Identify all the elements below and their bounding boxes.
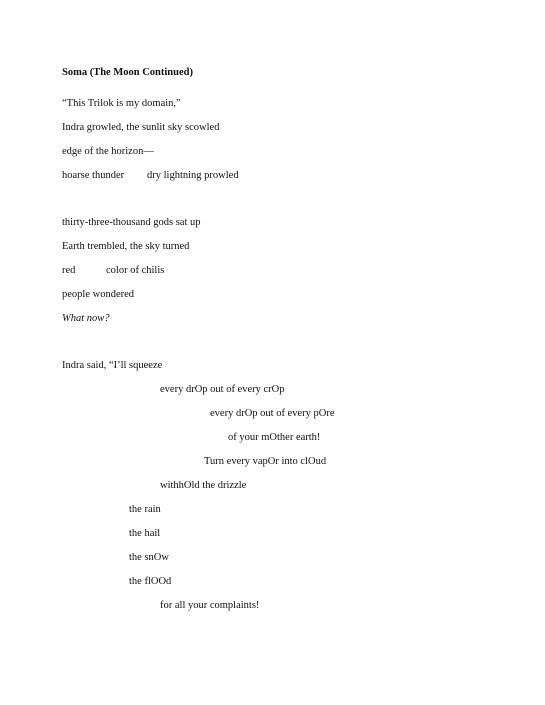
- poem-line: Indra said, “I’ll squeeze: [62, 360, 163, 371]
- poem-line: red: [62, 265, 76, 276]
- poem-line: thirty-three-thousand gods sat up: [62, 217, 201, 228]
- poem-line: every drOp out of every pOre: [210, 408, 335, 419]
- poem-line: Earth trembled, the sky turned: [62, 241, 190, 252]
- poem-line: Turn every vapOr into clOud: [204, 456, 327, 467]
- poem-line: edge of the horizon—: [62, 146, 154, 157]
- poem-line: hoarse thunder: [62, 170, 125, 181]
- poem-line: people wondered: [62, 289, 135, 300]
- poem-title: Soma (The Moon Continued): [62, 67, 193, 78]
- poem-line: for all your complaints!: [160, 600, 260, 611]
- poem-line: “This Trilok is my domain,”: [62, 98, 181, 109]
- poem-line: of your mOther earth!: [228, 432, 321, 443]
- poem-line: the rain: [129, 504, 161, 515]
- poem-line: Indra growled, the sunlit sky scowled: [62, 122, 220, 133]
- poem-line: color of chilis: [106, 265, 165, 276]
- poem-line: every drOp out of every crOp: [160, 384, 285, 395]
- poem-line: withhOld the drizzle: [160, 480, 247, 491]
- poem-line: the hail: [129, 528, 161, 539]
- poem-line: dry lightning prowled: [147, 170, 239, 181]
- poem-line: the flOOd: [129, 576, 172, 587]
- poem-line: the snOw: [129, 552, 169, 563]
- poem-line-italic: What now?: [62, 313, 110, 324]
